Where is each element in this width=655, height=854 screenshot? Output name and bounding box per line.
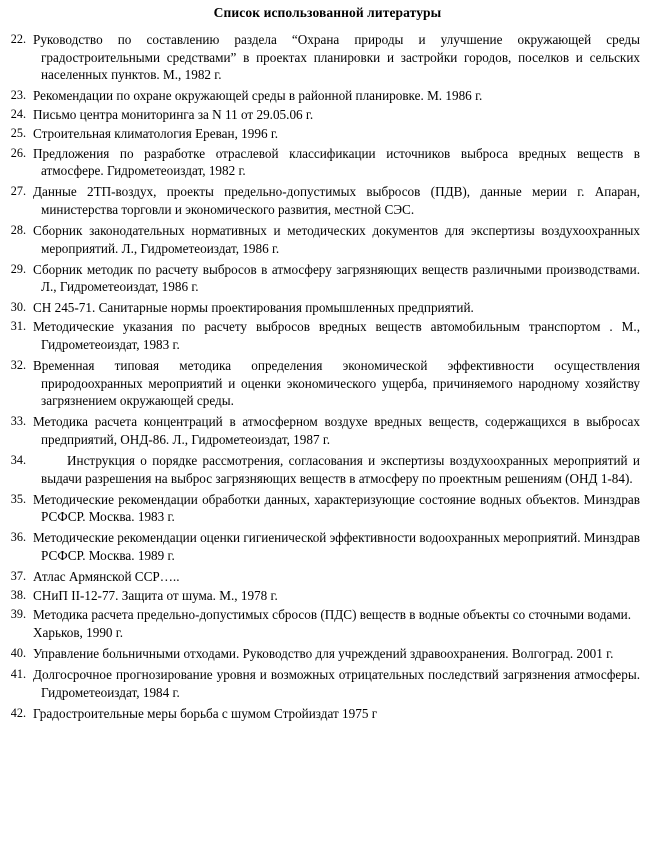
list-item-text: Сборник методик по расчету выбросов в атмосферу загрязняющих веществ различными производствами. Л., Гидрометеоиздат, 1986 г. — [33, 261, 640, 295]
list-item — [0, 261, 655, 296]
list-item-text: Методические рекомендации обработки данных, характеризующие состояние водных объектов. Минздрав РСФСР. Москва. 1983 г. — [33, 491, 640, 525]
list-item-number: 41. — [10, 667, 26, 682]
list-item — [0, 183, 655, 218]
list-item-text: Инструкция о порядке рассмотрения, согласования и экспертизы воздухоохранных мероприятий и выдачи разрешения на выброс загрязняющих веществ в атмосферу по проектным решениям (ОНД 1-84). — [41, 453, 640, 486]
list-item-number: 27. — [10, 184, 26, 199]
list-item — [0, 125, 655, 143]
list-item-number: 37. — [10, 569, 26, 584]
list-item — [0, 645, 655, 663]
list-item-text: Методические рекомендации оценки гигиенической эффективности водоохранных мероприятий. Минздрав РСФСР. Москва. 1989 г. — [33, 530, 640, 564]
list-item-number: 38. — [10, 588, 26, 603]
list-item — [0, 587, 655, 605]
list-item-number: 25. — [10, 126, 26, 141]
list-item — [0, 568, 655, 586]
list-item-number: 33. — [10, 414, 26, 429]
list-item-number: 29. — [10, 261, 26, 276]
list-item — [0, 666, 655, 701]
list-item-text: Долгосрочное прогнозирование уровня и возможных отрицательных последствий загрязнения атмосферы. Гидрометеоиздат, 1984 г. — [33, 667, 640, 700]
list-item-text: СНиП II-12-77. Защита от шума. М., 1978 г. — [33, 588, 278, 604]
list-item-number: 26. — [10, 145, 26, 160]
list-item-text: Методические указания по расчету выбросов вредных веществ автомобильным транспортом . М., Гидрометеоиздат, 1983 г. — [33, 319, 640, 352]
list-item — [0, 357, 655, 410]
list-item-text: Рекомендации по охране окружающей среды в районной планировке. М. 1986 г. — [33, 88, 483, 104]
list-item-number: 23. — [10, 88, 26, 103]
list-item-text: Временная типовая методика определения экономической эффективности осуществления природоохранных мероприятий и оценки экономического ущерба, причиняемого народному хозяйству загрязнением окружающей среды. — [33, 358, 640, 409]
bibliography-list — [0, 31, 655, 722]
list-item-text: Предложения по разработке отраслевой классификации источников выброса вредных веществ в атмосфере. Гидрометеоиздат, 1982 г. — [33, 145, 640, 179]
list-item — [0, 299, 655, 317]
list-item-text: Строительная климатология Ереван, 1996 г. — [33, 126, 279, 142]
list-item-text: Методика расчета предельно-допустимых сбросов (ПДС) веществ в водные объекты со сточными водами. Харьков, 1990 г. — [33, 607, 632, 640]
list-item — [0, 413, 655, 448]
list-item-text: Руководство по составлению раздела “Охрана природы и улучшение окружающей среды градостроительными средствами” в проектах планировки и застройки городов, поселков и сельских населенных пунктов. М., 1982 г. — [33, 32, 640, 83]
list-item — [0, 318, 655, 353]
list-item-number: 35. — [10, 491, 26, 506]
list-item — [0, 529, 655, 564]
list-item-number: 40. — [10, 646, 26, 660]
list-item — [0, 145, 655, 180]
list-item-number: 28. — [10, 222, 26, 237]
list-item-text: Методика расчета концентраций в атмосферном воздухе вредных веществ, содержащихся в выбросах предприятий, ОНД-86. Л., Гидрометеоиздат, 1987 г. — [33, 414, 640, 447]
list-item — [0, 705, 655, 723]
list-item-number: 22. — [10, 32, 26, 46]
list-item-number: 42. — [10, 705, 26, 720]
list-item — [0, 106, 655, 124]
page-title: Список использованной литературы — [213, 5, 442, 20]
list-item-number: 34. — [10, 453, 26, 468]
list-item-number: 39. — [10, 607, 26, 622]
list-item-text: Сборник законодательных нормативных и методических документов для экспертизы воздухоохранных мероприятий. Л., Гидрометеоиздат, 1986 г. — [33, 222, 640, 256]
list-item-text: СН 245-71. Санитарные нормы проектирования промышленных предприятий. — [33, 300, 474, 316]
list-item-number: 36. — [10, 530, 26, 545]
list-item-number: 31. — [10, 319, 26, 334]
list-item — [0, 222, 655, 257]
list-item-text: Письмо центра мониторинга за N 11 от 29.05.06 г. — [33, 107, 314, 123]
list-item-number: 32. — [10, 358, 26, 373]
list-item — [0, 31, 655, 84]
list-item-text: Атлас Армянской ССР….. — [33, 569, 180, 585]
list-item-text: Градостроительные меры борьба с шумом Стройиздат 1975 г — [33, 705, 378, 721]
list-item-number: 30. — [10, 300, 26, 315]
list-item — [0, 606, 655, 641]
list-item-number: 24. — [10, 107, 26, 122]
list-item — [0, 452, 655, 487]
list-item-text: Данные 2ТП-воздух, проекты предельно-допустимых выбросов (ПДВ), данные мерии г. Апаран, министерства торговли и экономического развития, местной СЭС. — [33, 184, 640, 217]
list-item — [0, 87, 655, 105]
list-item — [0, 491, 655, 526]
list-item-text: Управление больничными отходами. Руководство для учреждений здравоохранения. Волгоград. 2001 г. — [33, 646, 614, 661]
document-page — [0, 5, 655, 854]
